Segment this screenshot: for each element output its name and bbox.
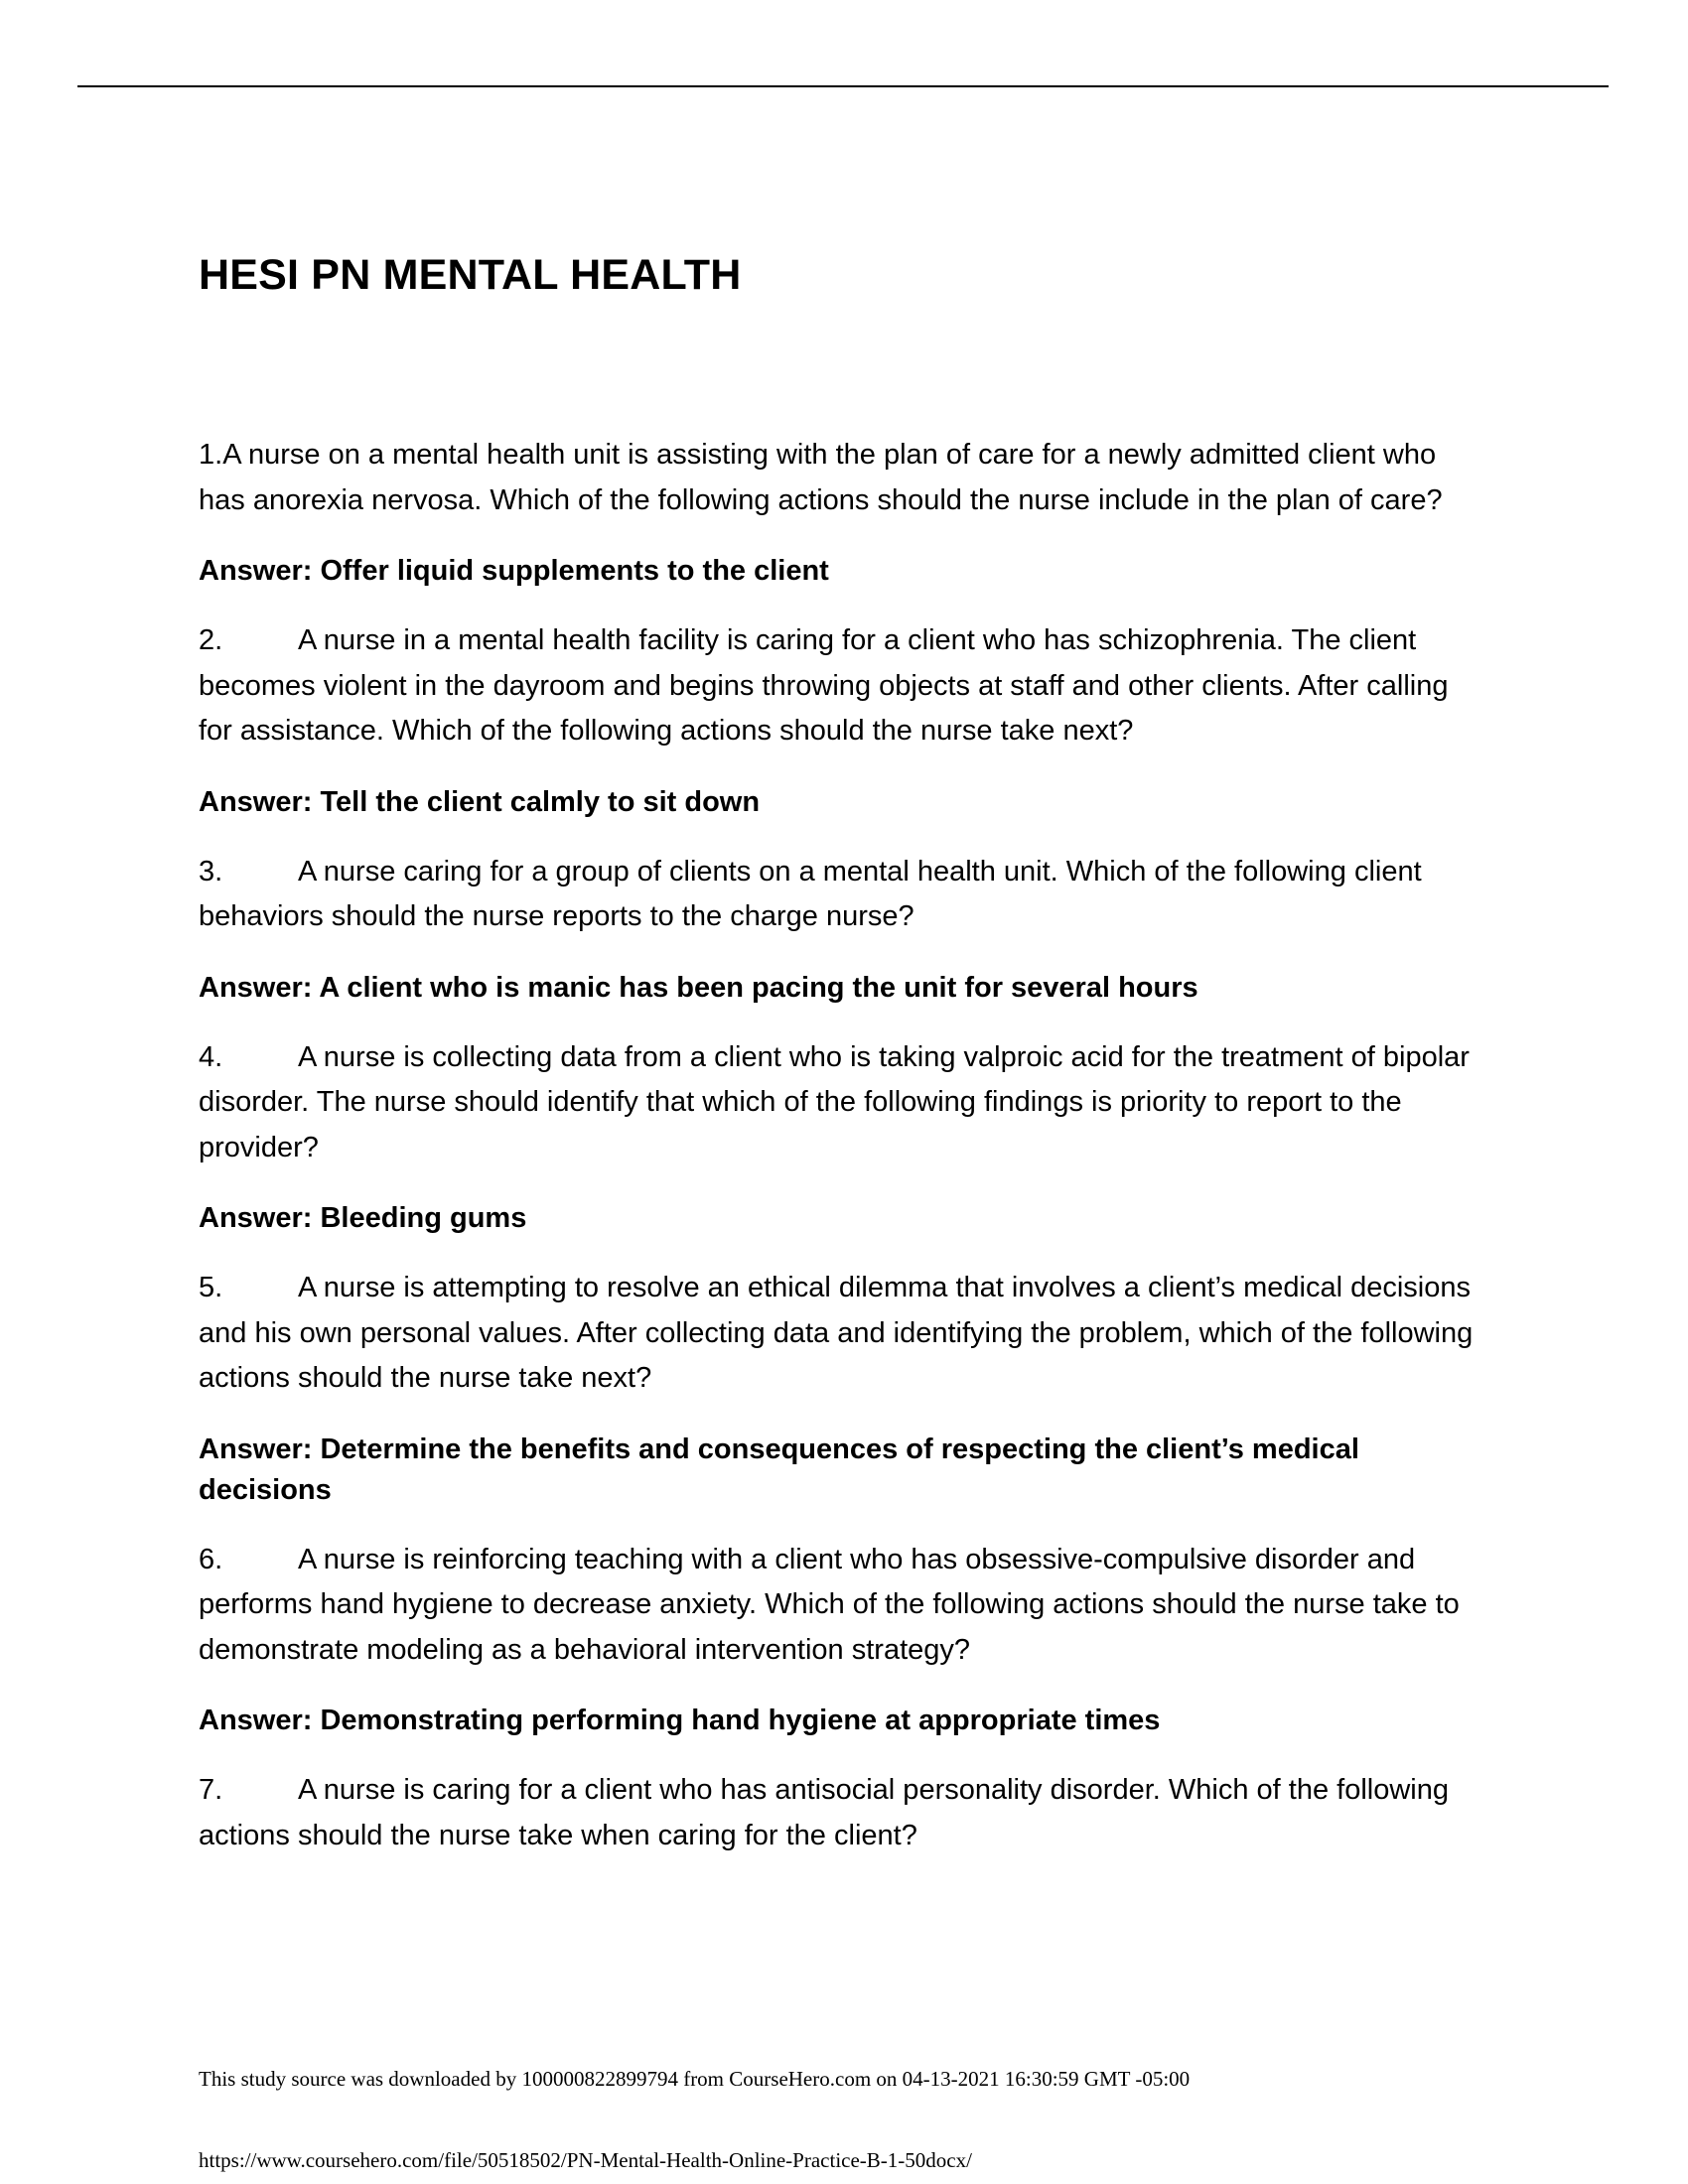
answer-1: Answer: Offer liquid supplements to the client [199, 555, 829, 587]
question-7 [199, 1768, 1489, 1858]
question-number: 7. [199, 1774, 223, 1806]
question-5 [199, 1266, 1489, 1402]
answer-3: Answer: A client who is manic has been pacing the unit for several hours [199, 971, 1198, 1004]
question-text: A nurse is attempting to resolve an ethical dilemma that involves a client’s medical decisions and his own personal values. After collecting data and identifying the problem, which of the following actions should the nurse take next? [199, 1272, 1474, 1394]
answer-2: Answer: Tell the client calmly to sit down [199, 785, 761, 818]
question-text: A nurse is reinforcing teaching with a client who has obsessive-compulsive disorder and performs hand hygiene to decrease anxiety. Which of the following actions should the nurse take to demonstrate modeling as a behavioral intervention strategy? [199, 1543, 1460, 1666]
question-number: 6. [199, 1543, 223, 1575]
answer-6: Answer: Demonstrating performing hand hygiene at appropriate times [199, 1705, 1161, 1736]
question-number: 1. [199, 439, 223, 471]
answer-4: Answer: Bleeding gums [199, 1202, 527, 1234]
question-6 [199, 1538, 1489, 1674]
question-text: A nurse on a mental health unit is assisting with the plan of care for a newly admitted client who has anorexia nervosa. Which of the following actions should the nurse include in the plan of care? [199, 439, 1443, 516]
question-1 [199, 433, 1489, 523]
question-number: 4. [199, 1040, 223, 1073]
question-number: 2. [199, 624, 223, 656]
header-rule [77, 85, 1609, 87]
answer-5: Answer: Determine the benefits and consequences of respecting the client’s medical decisions [199, 1433, 1359, 1506]
question-number: 3. [199, 855, 223, 887]
question-text: A nurse is caring for a client who has antisocial personality disorder. Which of the following actions should the nurse take when caring for the client? [199, 1774, 1449, 1851]
question-text: A nurse is collecting data from a client who is taking valproic acid for the treatment of bipolar disorder. The nurse should identify that which of the following findings is priority to report to the provider? [199, 1040, 1470, 1163]
question-text: A nurse caring for a group of clients on a mental health unit. Which of the following client behaviors should the nurse reports to the charge nurse? [199, 855, 1422, 932]
question-number: 5. [199, 1272, 223, 1303]
question-2 [199, 618, 1489, 754]
question-3 [199, 850, 1489, 940]
question-list [199, 433, 1489, 1858]
page-title: HESI PN MENTAL HEALTH [199, 251, 742, 299]
download-source-notice: This study source was downloaded by 100000822899794 from CourseHero.com on 04-13-2021 16:30:59 GMT -05:00 [199, 2067, 1191, 2091]
source-url[interactable]: https://www.coursehero.com/file/50518502/PN-Mental-Health-Online-Practice-B-1-50docx/ [199, 2148, 972, 2172]
question-4 [199, 1035, 1489, 1171]
question-text: A nurse in a mental health facility is caring for a client who has schizophrenia. The client becomes violent in the dayroom and begins throwing objects at staff and other clients. After calling for assistance. Which of the following actions should the nurse take next? [199, 624, 1449, 747]
